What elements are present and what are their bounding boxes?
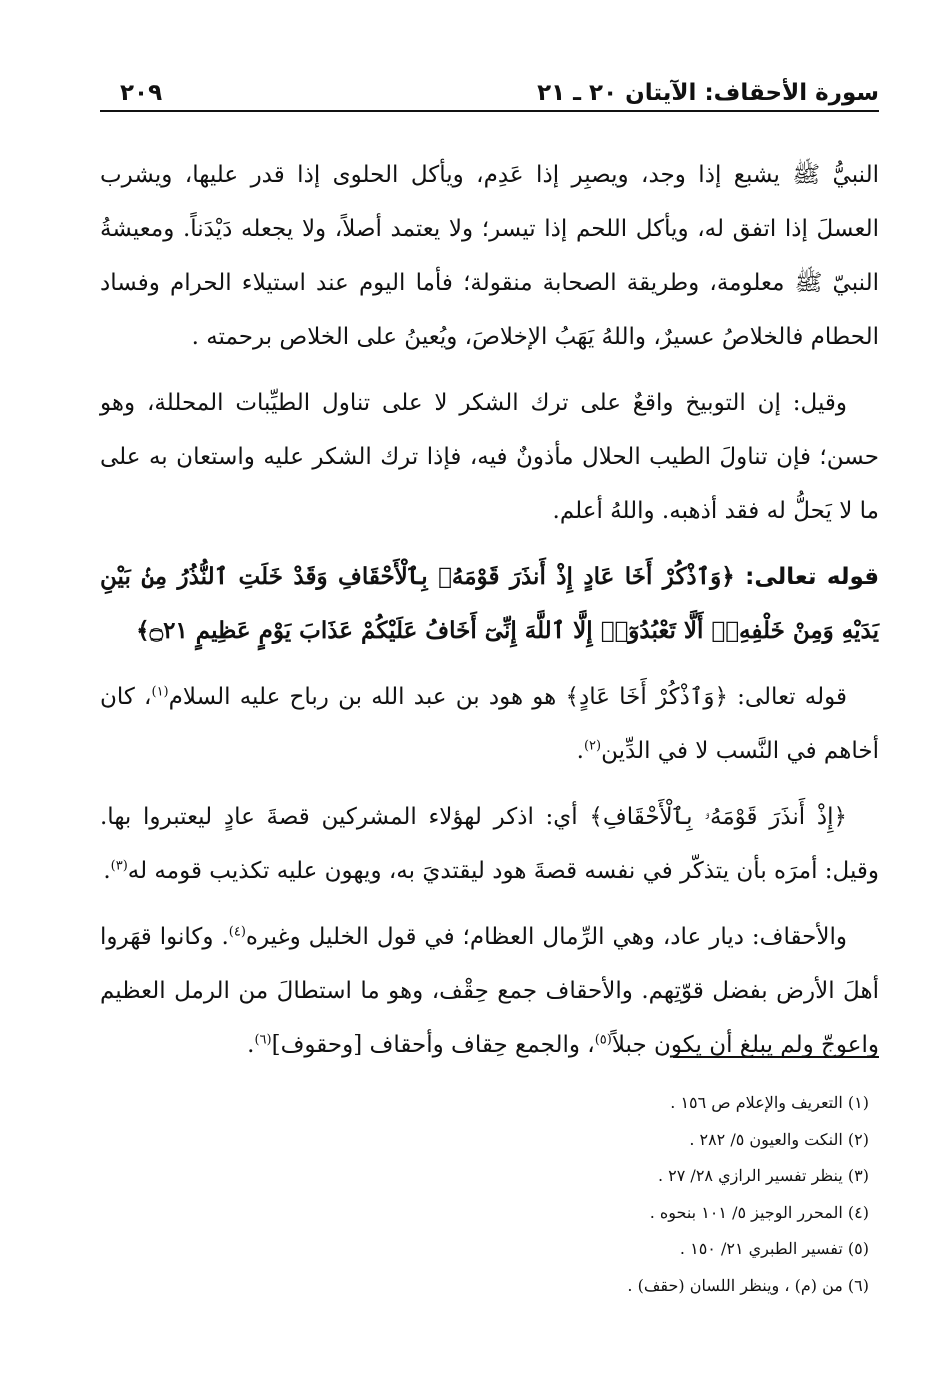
footnote-ref-4: (٤) <box>228 924 246 940</box>
verse-heading: قوله تعالى: <box>734 564 879 590</box>
footnotes-list <box>120 1085 869 1304</box>
paragraph-5 <box>100 910 879 1072</box>
footnote-item: (٤) المحرر الوجيز ٥/ ١٠١ بنحوه . <box>649 1202 869 1222</box>
paragraph-3-text-a: قوله تعالى: ﴿وَٱذْكُرْ أَخَا عَادٍ﴾ هو هود بن عبد الله بن رباح عليه السلام <box>168 684 847 710</box>
page-number: ٢٠٩ <box>120 80 163 106</box>
paragraph-3-text-b: ، كان أخاهم في النَّسب لا في الدِّين <box>100 684 879 764</box>
footnote-ref-3: (٣) <box>110 858 128 874</box>
footnote-ref-1: (١) <box>151 684 169 700</box>
paragraph-5-text-b: . وكانوا قهَروا أهلَ الأرض بفضل قوّتِهم. والأحقاف جمع حِقْف، وهو ما استطالَ من الرمل العظيم واعوجّ ولم يبلغ أن يكون جبلاً <box>100 924 879 1058</box>
paragraph-3-text-c: . <box>576 738 584 764</box>
paragraph-4-text-b: . <box>103 858 111 884</box>
paragraph-4-text-a: ﴿إِذْ أَنذَرَ قَوْمَهُۥ بِٱلْأَحْقَافِ﴾ أي: اذكر لهؤلاء المشركين قصةَ عادٍ ليعتبروا بها. وقيل: أمرَه بأن يتذكّر في نفسه قصةَ هود ليقتديَ به، ويهون عليه تكذيب قومه له <box>100 804 879 884</box>
paragraph-5-text-a: والأحقاف: ديار عاد، وهي الرِّمال العظام؛ في قول الخليل وغيره <box>245 924 847 950</box>
paragraph-5-text-d: . <box>247 1032 255 1058</box>
quran-verse: ﴿وَٱذْكُرْ أَخَا عَادٍ إِذْ أَنذَرَ قَوْمَهُۥ بِٱلْأَحْقَافِ وَقَدْ خَلَتِ ٱلنُّذُرُ مِنۢ بَيْنِ يَدَيْهِ وَمِنْ خَلْفِهِۦٓ أَلَّا تَعْبُدُوٓا۟ إِلَّا ٱللَّهَ إِنِّىٓ أَخَافُ عَلَيْكُمْ عَذَابَ يَوْمٍ عَظِيمٍ ۝٢١﴾ <box>100 563 879 644</box>
paragraph-1: النبيُّ ﷺ يشبع إذا وجد، ويصبِر إذا عَدِم، ويأكل الحلوى إذا قدر عليها، ويشرب العسلَ إذا اتفق له، ويأكل اللحم إذا تيسر؛ ولا يعتمد أصلاً، ولا يجعله دَيْدَناً. ومعيشةُ النبيّ ﷺ معلومة، وطريقة الصحابة منقولة؛ فأما اليوم عند استيلاء الحرام وفساد الحطام فالخلاصُ عسيرٌ، واللهُ يَهَبُ الإخلاصَ، ويُعينُ على الخلاص برحمته . <box>100 162 879 350</box>
footnote-ref-5: (٥) <box>594 1032 612 1048</box>
paragraph-4 <box>100 790 879 898</box>
main-text <box>100 148 879 1072</box>
footnote-item: (٥) تفسير الطبري ٢١/ ١٥٠ . <box>679 1239 869 1258</box>
footnote-item: (٣) ينظر تفسير الرازي ٢٨/ ٢٧ . <box>657 1166 869 1185</box>
paragraph-5-text-c: ، والجمع حِقاف وأحقاف [وحقوف] <box>271 1032 595 1058</box>
footnote-ref-2: (٢) <box>583 738 602 754</box>
paragraph-2: وقيل: إن التوبيخ واقعٌ على ترك الشكر لا على تناول الطيِّبات المحللة، وهو حسن؛ فإن تناولَ الطيب الحلال مأذونٌ فيه، فإذا ترك الشكر عليه واستعان به على ما لا يَحلُّ له فقد أذهبه. واللهُ أعلم. <box>100 390 879 524</box>
footnote-item: (٦) من (م) ، وينظر اللسان (حقف) . <box>627 1275 869 1295</box>
paragraph-3 <box>100 670 879 778</box>
footnote-divider <box>673 1056 879 1058</box>
footnote-item: (١) التعريف والإعلام ص ١٥٦ . <box>670 1093 869 1112</box>
footnote-item: (٢) النكت والعيون ٥/ ٢٨٢ . <box>689 1129 869 1149</box>
page-title: سورة الأحقاف: الآيتان ٢٠ ـ ٢١ <box>537 80 879 106</box>
footnote-ref-6: (٦) <box>254 1032 272 1048</box>
verse-block <box>100 550 879 658</box>
running-header <box>100 68 879 112</box>
